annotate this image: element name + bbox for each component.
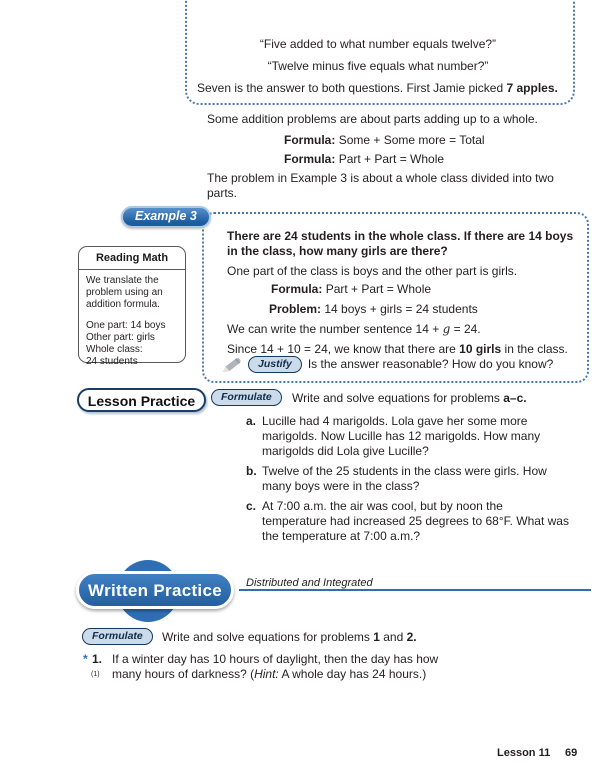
practice-problem-c: At 7:00 a.m. the air was cool, but by noon the temperature had increased 25 degrees to 68°F. What was the temperature at 7:00 a.m.? — [262, 499, 569, 543]
lesson-reference: (1) — [91, 671, 100, 678]
practice-problem-a: Lucille had 4 marigolds. Lola gave her some more marigolds. Now Lucille has 12 marigolds. How many marigolds did Lola give Lucille? — [262, 414, 541, 458]
problem-text: 14 boys + girls = 24 students — [324, 302, 478, 316]
footer-lesson-label: Lesson 11 — [497, 747, 551, 759]
pencil-icon — [222, 357, 242, 373]
formula-label: Formula: — [284, 152, 336, 166]
justify-row — [222, 356, 553, 373]
problem-label: Problem: — [269, 302, 322, 316]
written-practice-rule — [239, 589, 591, 591]
practice-problem-b: Twelve of the 25 students in the class were girls. How many boys were in the class? — [262, 464, 547, 493]
star-marker: * — [83, 652, 88, 666]
reading-math-note: 24 students — [86, 356, 138, 367]
recap-question-1: “Five added to what number equals twelve?” — [259, 37, 497, 51]
formulate-badge-row — [211, 389, 282, 406]
example3-problem — [269, 302, 478, 317]
example3-badge: Example 3 — [121, 206, 211, 228]
reading-math-note: Whole class: — [86, 344, 143, 355]
hint-label: Hint: — [254, 667, 279, 681]
formula-text: Some + Some more = Total — [338, 133, 485, 147]
problem-letter-a: a. — [246, 414, 257, 428]
recap-question-2: “Twelve minus five equals what number?” — [267, 59, 489, 73]
reading-math-body: We translate the problem using an addition formula. — [86, 275, 163, 310]
written-practice-badge: Written Practice — [76, 571, 234, 609]
reading-math-note: One part: 14 boys — [86, 320, 166, 331]
formula-line-2 — [284, 152, 444, 167]
problem-letter-b: b. — [246, 464, 257, 478]
footer-page-number: 69 — [565, 747, 578, 759]
problem-number: 1. — [92, 652, 103, 666]
problem-1-text: If a winter day has 10 hours of daylight, then the day has how many hours of darkness? (Hint: A whole day has 24 hours.) — [112, 652, 439, 681]
problem-letter-c: c. — [246, 499, 257, 513]
example3-step: One part of the class is boys and the other part is girls. — [227, 264, 518, 278]
formula-text: Part + Part = Whole — [325, 282, 432, 296]
written-practice-tagline: Distributed and Integrated — [246, 577, 373, 589]
formula-label: Formula: — [271, 282, 323, 296]
justify-question: Is the answer reasonable? How do you know? — [307, 357, 554, 371]
formula-label: Formula: — [284, 133, 336, 147]
example3-question: There are 24 students in the whole class. If there are 14 boys in the class, how many girls are there? — [227, 229, 574, 258]
formula-line-1 — [284, 133, 485, 148]
intro-follow-paragraph: The problem in Example 3 is about a whole class divided into two parts. — [207, 171, 554, 200]
lesson-practice-instruction: Write and solve equations for problems a–c. — [292, 391, 527, 405]
example3-sentence: We can write the number sentence 14 + g = 24. — [227, 322, 481, 336]
reading-math-box — [78, 246, 186, 367]
example3-formula — [271, 282, 431, 297]
formulate-badge: Formulate — [82, 628, 153, 645]
lesson-practice-pill: Lesson Practice — [77, 388, 206, 412]
intro-paragraph: Some addition problems are about parts adding up to a whole. — [207, 112, 538, 126]
formulate-badge-2-row — [82, 628, 153, 645]
recap-answer: Seven is the answer to both questions. First Jamie picked 7 apples. — [197, 81, 558, 95]
justify-badge: Justify — [248, 356, 302, 373]
reading-math-note: Other part: girls — [86, 332, 155, 343]
reading-math-notes — [79, 311, 185, 368]
formulate-badge: Formulate — [211, 389, 282, 406]
formula-text: Part + Part = Whole — [338, 152, 445, 166]
example3-conclusion: Since 14 + 10 = 24, we know that there are 10 girls in the class. — [227, 342, 568, 356]
written-practice-instruction: Write and solve equations for problems 1 and 2. — [162, 630, 417, 644]
variable-g: g — [442, 322, 451, 336]
reading-math-title: Reading Math — [79, 247, 185, 270]
